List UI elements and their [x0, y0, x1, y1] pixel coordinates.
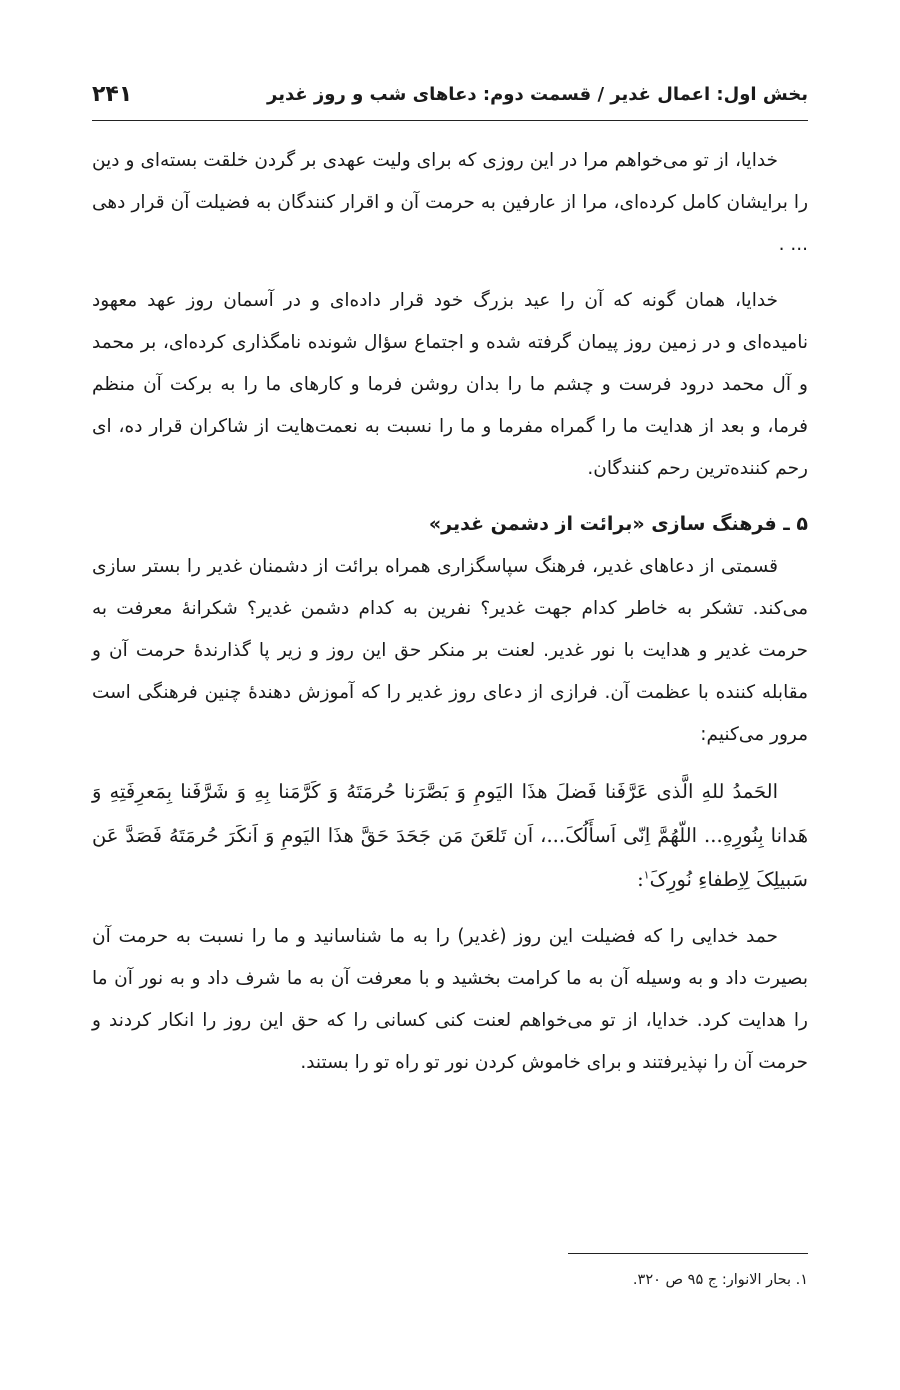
running-head [92, 72, 808, 116]
book-page [92, 0, 808, 1390]
paragraph-prayer-1: خدایا، از تو می‌خواهم مرا در این روزی که برای ولیت عهدی بر گردن خلقت بسته‌ای و دین را برایشان کامل کرده‌ای، مرا از عارفین به حرمت آن و اقرار کنندگان به فضیلت آن قرار دهی ... . [92, 150, 808, 255]
body-text [92, 140, 808, 1084]
section-heading: ۵ ـ فرهنگ سازی «برائت از دشمن غدیر» [428, 513, 808, 535]
paragraph-translation: حمد خدایی را که فضیلت این روز (غدیر) را به ما شناسانید و ما را نسبت به حرمت آن بصیرت داد و به وسیله آن به ما کرامت بخشید و با معرفت آن به ما شرف داد و به نور آن ما را هدایت کرد. خدایا، از تو می‌خواهم لعنت کنی کسانی را که حق این روز را انکار کردند و حرمت آن را نپذیرفتند و برای خاموش کردن نور تو راه تو را بستند. [92, 926, 808, 1073]
paragraph-prayer-2: خدایا، همان گونه که آن را عید بزرگ خود قرار داده‌ای و در آسمان روز عهد معهود نامیده‌ای و در زمین روز پیمان گرفته شده و اجتماع سؤال شونده نامگذاری کرده‌ای، بر محمد و آل محمد درود فرست و چشم ما را بدان روشن فرما و کارهای ما را به برکت آن منظم فرما، و بعد از هدایت ما را گمراه مفرما و ما را نسبت به نعمت‌هایت از شاکران قرار ده، ای رحم کننده‌ترین رحم کنندگان. [92, 290, 808, 479]
arabic-quote-end: : [637, 868, 644, 891]
arabic-quote-text: الحَمدُ للهِ الَّذی عَرَّفَنا فَضلَ هذَا الیَومِ وَ بَصَّرَنا حُرمَتَهُ وَ کَرَّمَنا بِهِ وَ شَرَّفَنا بِمَعرِفَتِهِ وَ هَدانا بِنُورِهِ... اللّهُمَّ اِنّی اَسأَلُکَ...، اَن تَلعَنَ مَن جَحَدَ حَقَّ هذَا الیَومِ وَ اَنکَرَ حُرمَتَهُ فَصَدَّ عَن سَبیلِکَ لِاِطفاءِ نُورِکَ [92, 780, 808, 891]
footnote-marker[interactable]: ۱ [643, 868, 650, 882]
arabic-prayer-quote [92, 770, 808, 902]
paragraph-intro: قسمتی از دعاهای غدیر، فرهنگ سپاسگزاری همراه برائت از دشمنان غدیر را بستر سازی می‌کند. تشکر به خاطر کدام جهت غدیر؟ نفرین به کدام دشمن غدیر؟ شکرانهٔ معرفت به حرمت غدیر و هدایت با نور غدیر. لعنت بر منکر حق این روز و زیر پا گذارندهٔ حرمت آن و مقابله کننده با عظمت آن. فرازی از دعای روز غدیر را که آموزش دهندهٔ چنین فرهنگی است مرور می‌کنیم: [92, 556, 808, 745]
header-divider [92, 120, 808, 121]
footnote: ۱. بحار الانوار: ج ۹۵ ص ۳۲۰. [632, 1272, 808, 1288]
footnote-divider [568, 1253, 808, 1254]
page-number: ۲۴۱ [92, 81, 133, 107]
running-head-title: بخش اول: اعمال غدیر / قسمت دوم: دعاهای شب و روز غدیر [267, 83, 808, 105]
